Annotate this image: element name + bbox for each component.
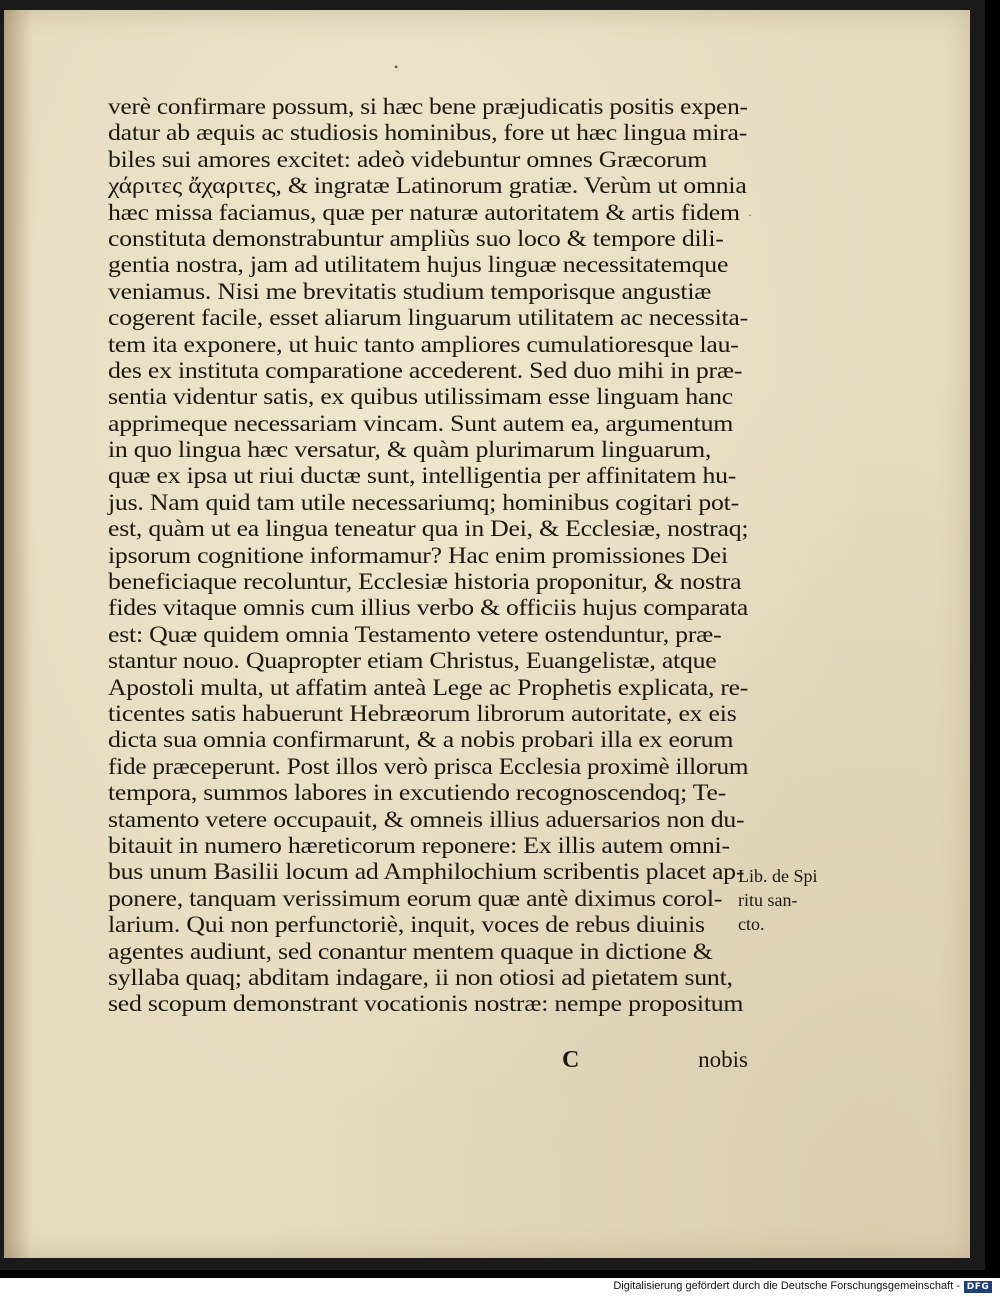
text-line: sed scopum demonstrant vocationis nostræ: nempe propositum: [108, 991, 744, 1017]
page-foot: [108, 1045, 748, 1075]
funding-credit: Digitalisierung gefördert durch die Deutsche Forschungsgemeinschaft -: [613, 1280, 960, 1292]
text-line: Apostoli multa, ut affatim anteà Lege ac Prophetis explicata, re-: [108, 674, 749, 700]
catchword: nobis: [698, 1047, 748, 1072]
text-line: ipsorum cognitione informamur? Hac enim promissiones Dei: [108, 542, 728, 568]
text-line: hæc missa faciamus, quæ per naturæ autoritatem & artis fidem: [108, 199, 740, 225]
text-line: des ex instituta comparatione accederent. Sed duo mihi in præ-: [108, 357, 743, 383]
paper-speck: •: [394, 60, 399, 74]
text-line: quæ ex ipsa ut riui ductæ sunt, intelligentia per affinitatem hu-: [108, 463, 737, 489]
text-line: est: Quæ quidem omnia Testamento vetere ostenduntur, præ-: [108, 621, 722, 647]
text-line: constituta demonstrabuntur ampliùs suo loco & tempore dili-: [108, 225, 724, 251]
marginal-note: [738, 864, 848, 936]
text-line: agentes audiunt, sed conantur mentem quaque in dictione &: [108, 938, 713, 964]
text-line: syllaba quaq; abditam indagare, ii non otiosi ad pietatem sunt,: [108, 964, 733, 990]
text-line: dicta sua omnia confirmarunt, & a nobis probari illa ex eorum: [108, 727, 734, 753]
signature-mark: C: [562, 1047, 580, 1073]
text-line: tem ita exponere, ut huic tanto ampliores cumulatioresque lau-: [108, 331, 739, 357]
text-line: fide præceperunt. Post illos verò prisca Ecclesia proximè illorum: [108, 753, 749, 779]
text-line: cogerent facile, esset aliarum linguarum utilitatem ac necessita-: [108, 305, 748, 331]
footer-bar: [0, 1278, 1000, 1297]
marginal-note-line: Lib. de Spi: [738, 866, 818, 886]
text-line: veniamus. Nisi me brevitatis studium temporisque angustiæ: [108, 278, 712, 304]
text-line: ticentes satis habuerunt Hebræorum librorum autoritate, ex eis: [108, 700, 737, 726]
text-line: in quo lingua hæc versatur, & quàm plurimarum linguarum,: [108, 437, 712, 463]
text-line: tempora, summos labores in excutiendo recognoscendoq; Te-: [108, 780, 727, 806]
text-line: stamento vetere occupauit, & omneis illius aduersarios non du-: [108, 806, 745, 832]
marginal-note-line: ritu san-: [738, 890, 798, 910]
marginal-note-line: cto.: [738, 914, 765, 934]
text-line: fides vitaque omnis cum illius verbo & officiis hujus comparata: [108, 595, 749, 621]
text-line: sentia videntur satis, ex quibus utilissimam esse linguam hanc: [108, 384, 734, 410]
text-line: χάριτες ἄχαριτες, & ingratæ Latinorum gratiæ. Verùm ut omnia: [108, 173, 747, 199]
text-line: biles sui amores excitet: adeò videbuntur omnes Græcorum: [108, 146, 708, 172]
text-line: ponere, tanquam verissimum eorum quæ antè diximus corol-: [108, 885, 723, 911]
text-line: larium. Qui non perfunctoriè, inquit, voces de rebus diuinis: [108, 912, 705, 938]
text-line: datur ab æquis ac studiosis hominibus, fore ut hæc lingua mira-: [108, 120, 748, 146]
text-line: bus unum Basilii locum ad Amphilochium scribentis placet ap-: [108, 859, 745, 885]
text-line: est, quàm ut ea lingua teneatur qua in Dei, & Ecclesiæ, nostraq;: [108, 516, 749, 542]
text-line: verè confirmare possum, si hæc bene præjudicatis positis expen-: [108, 94, 748, 119]
paper-speck: ·: [748, 208, 752, 222]
dfg-logo: DFG: [964, 1281, 992, 1293]
body-text: [108, 94, 748, 1018]
page-gutter-shadow: [4, 10, 32, 1258]
text-line: bitauit in numero hæreticorum reponere: Ex illis autem omni-: [108, 832, 730, 858]
text-line: apprimeque necessariam vincam. Sunt autem ea, argumentum: [108, 410, 734, 436]
text-line: beneficiaque recoluntur, Ecclesiæ historia proponitur, & nostra: [108, 569, 742, 595]
text-line: jus. Nam quid tam utile necessariumq; hominibus cogitari pot-: [108, 489, 739, 515]
text-line: stantur nouo. Quapropter etiam Christus, Euangelistæ, atque: [108, 648, 717, 674]
text-line: gentia nostra, jam ad utilitatem hujus linguæ necessitatemque: [108, 252, 729, 278]
